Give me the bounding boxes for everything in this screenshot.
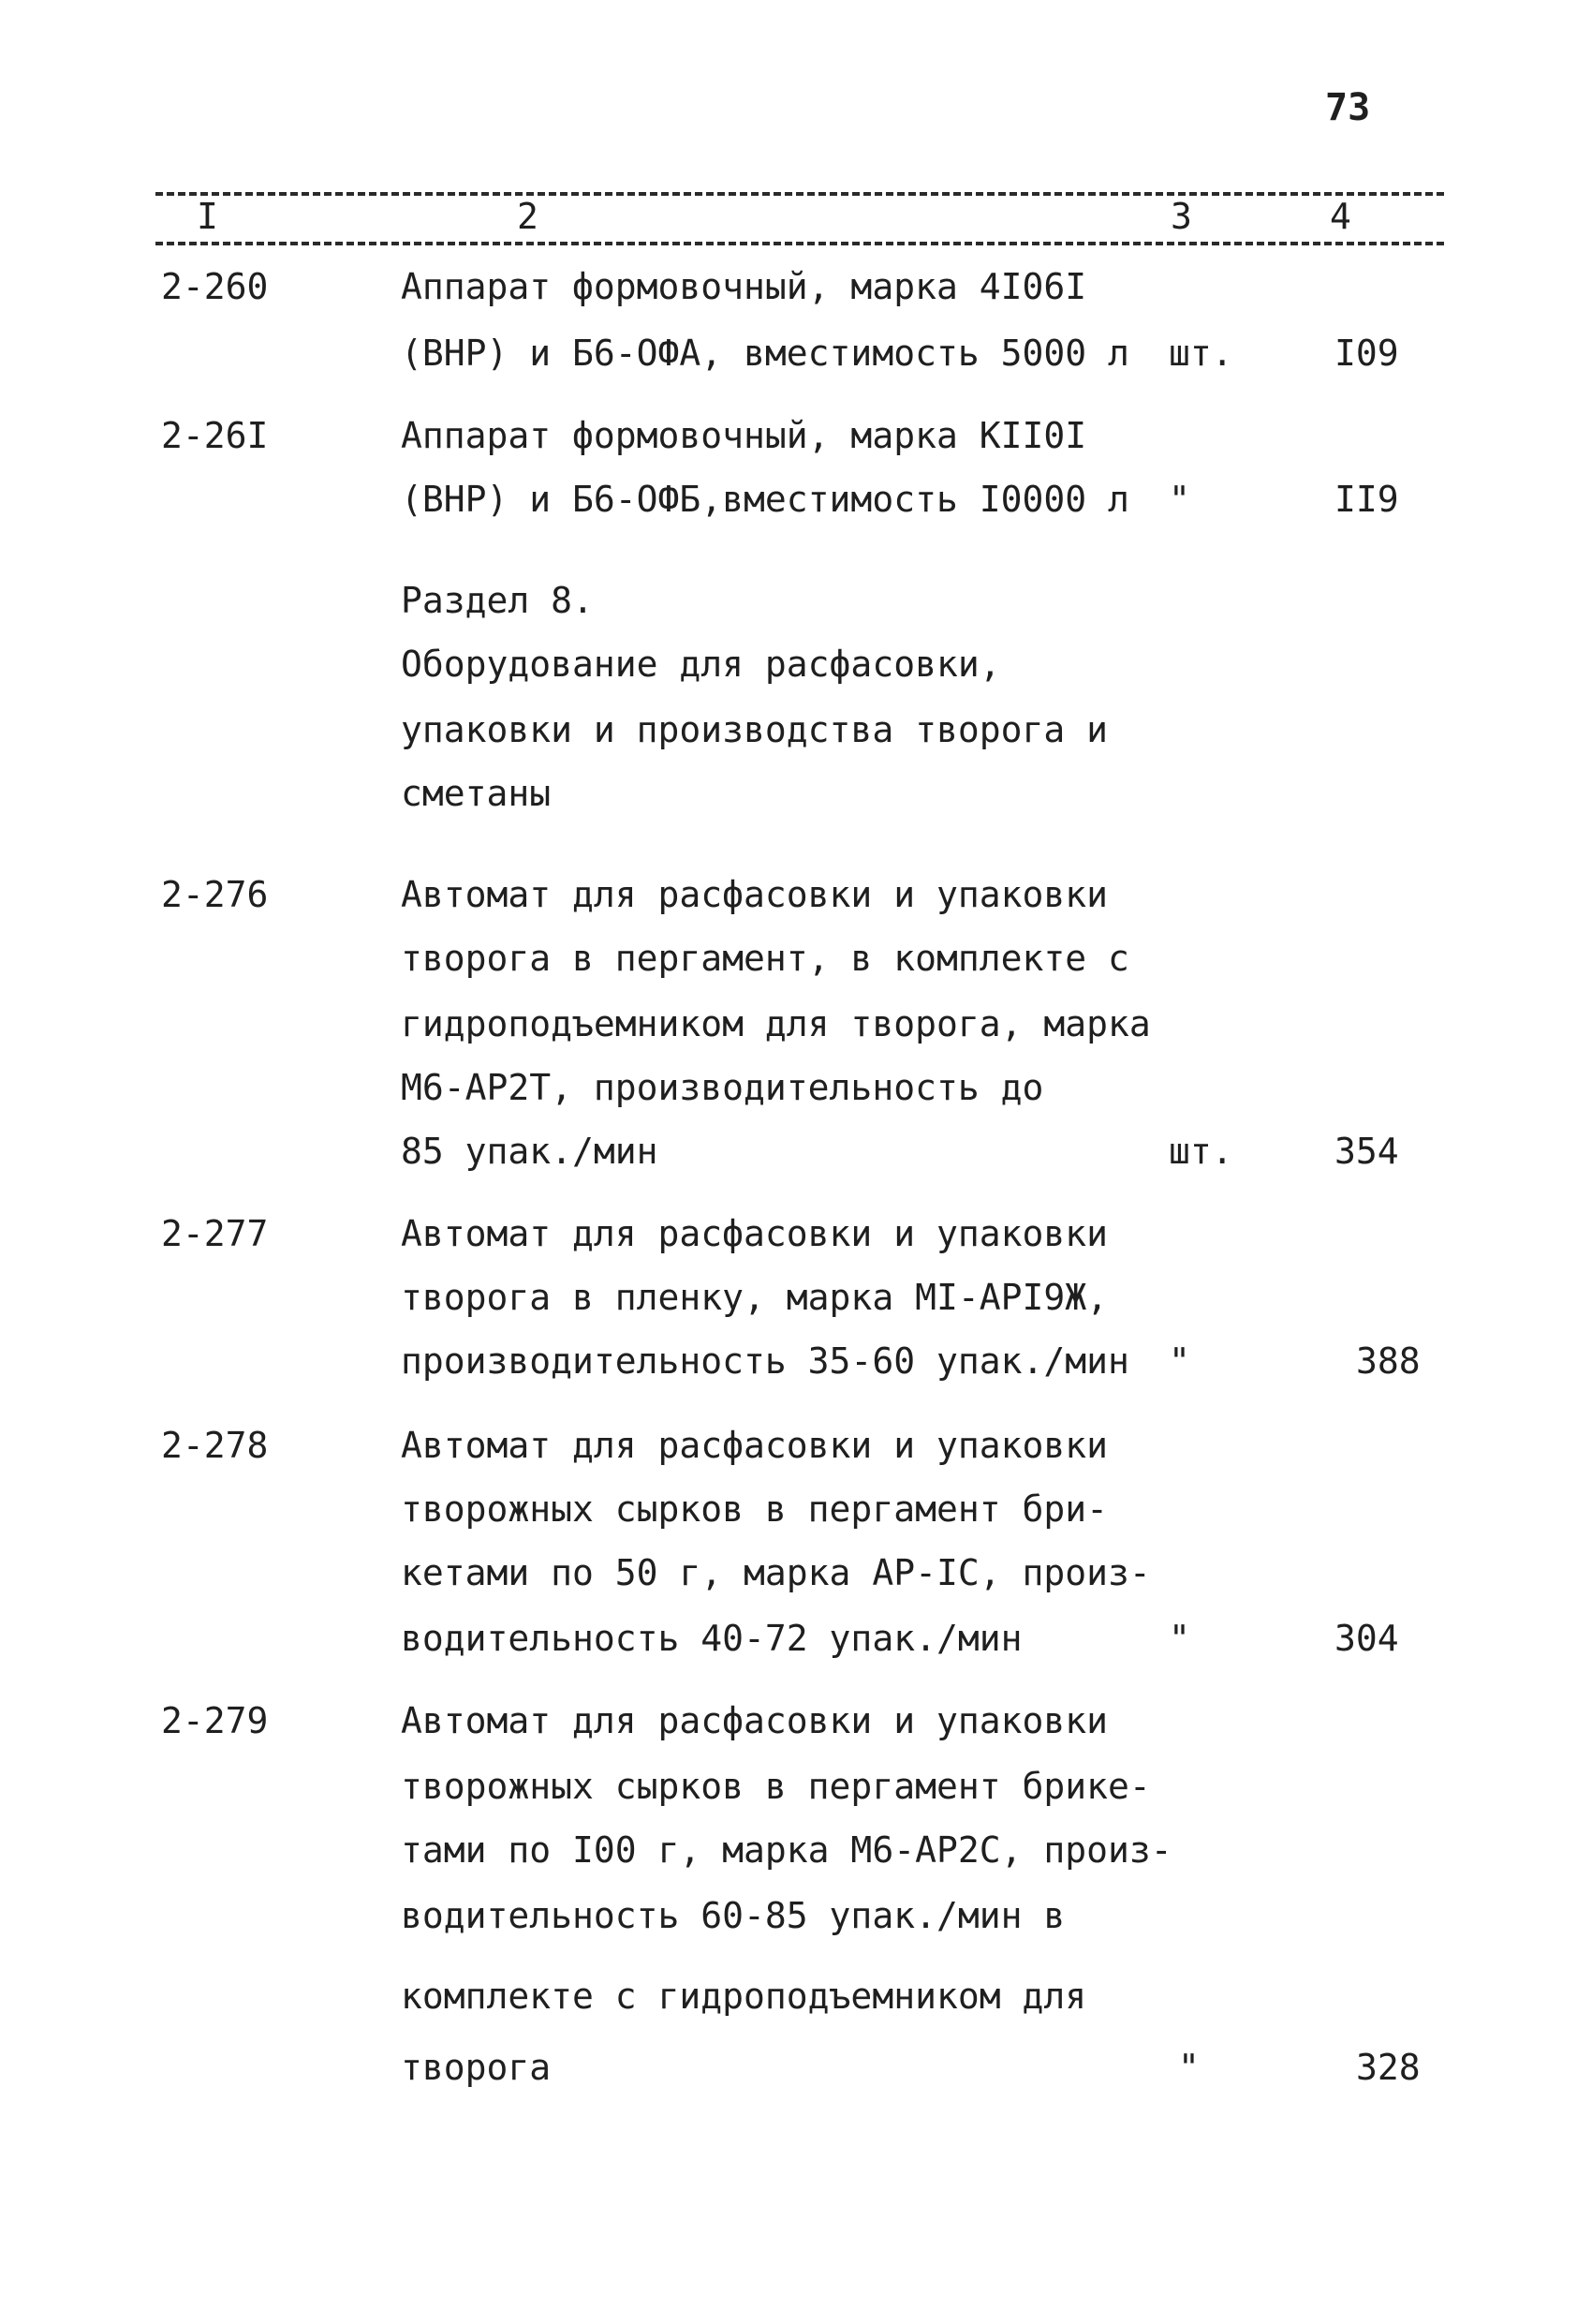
column-header-4: 4	[1330, 196, 1351, 237]
item-unit: "	[1169, 1340, 1190, 1382]
item-description-line: комплекте с гидроподъемником для	[401, 1976, 1087, 2017]
section-title-line: Раздел 8.	[401, 580, 594, 621]
item-unit: "	[1169, 1618, 1190, 1659]
item-price: I09	[1334, 333, 1399, 374]
item-description-line: водительность 60-85 упак./мин в	[401, 1895, 1066, 1936]
column-header-3: 3	[1171, 196, 1192, 237]
item-code: 2-279	[161, 1700, 269, 1741]
item-code: 2-276	[161, 874, 269, 915]
section-title-line: упаковки и производства творога и	[401, 709, 1108, 750]
section-title-line: сметаны	[401, 773, 552, 814]
item-description-line: творога в пергамент, в комплекте с	[401, 938, 1129, 979]
item-price: 304	[1334, 1618, 1399, 1659]
column-header-2: 2	[517, 196, 538, 237]
item-description-line: М6-АР2Т, производительность до	[401, 1067, 1044, 1108]
item-description-line: творожных сырков в пергамент брике-	[401, 1766, 1151, 1807]
item-description-line: Аппарат формовочный, марка КII0I	[401, 415, 1087, 456]
item-description-line: творожных сырков в пергамент бри-	[401, 1488, 1108, 1530]
page-number: 73	[1325, 86, 1371, 129]
item-description-line: гидроподъемником для творога, марка	[401, 1003, 1151, 1044]
item-description-line: производительность 35-60 упак./мин	[401, 1340, 1129, 1382]
table-header-rule-top	[155, 192, 1444, 196]
item-description-line: (ВНР) и Б6-ОФА, вместимость 5000 л	[401, 333, 1129, 374]
item-unit: шт.	[1169, 1131, 1233, 1172]
item-description-line: творога	[401, 2047, 552, 2088]
item-price: 354	[1334, 1131, 1399, 1172]
column-header-1: I	[197, 196, 218, 237]
item-code: 2-278	[161, 1425, 269, 1466]
item-description-line: (ВНР) и Б6-ОФБ,вместимость I0000 л	[401, 479, 1129, 520]
item-description-line: творога в пленку, марка МI-АРI9Ж,	[401, 1277, 1108, 1318]
item-price: 328	[1356, 2047, 1421, 2088]
item-description-line: Автомат для расфасовки и упаковки	[401, 1700, 1108, 1741]
item-description-line: Автомат для расфасовки и упаковки	[401, 1213, 1108, 1254]
item-unit: "	[1169, 479, 1190, 520]
item-description-line: Автомат для расфасовки и упаковки	[401, 874, 1108, 915]
item-code: 2-260	[161, 266, 269, 307]
item-description-line: тами по I00 г, марка М6-АР2С, произ-	[401, 1829, 1172, 1871]
item-price: II9	[1334, 479, 1399, 520]
item-price: 388	[1356, 1340, 1421, 1382]
item-code: 2-26I	[161, 415, 269, 456]
item-description-line: кетами по 50 г, марка АР-IС, произ-	[401, 1552, 1151, 1593]
item-unit: шт.	[1169, 333, 1233, 374]
table-header-rule-bottom	[155, 242, 1444, 245]
item-code: 2-277	[161, 1213, 269, 1254]
item-description-line: 85 упак./мин	[401, 1131, 658, 1172]
item-description-line: водительность 40-72 упак./мин	[401, 1618, 1023, 1659]
section-title-line: Оборудование для расфасовки,	[401, 644, 1001, 685]
item-unit: "	[1178, 2047, 1200, 2088]
item-description-line: Аппарат формовочный, марка 4I06I	[401, 266, 1087, 307]
item-description-line: Автомат для расфасовки и упаковки	[401, 1425, 1108, 1466]
